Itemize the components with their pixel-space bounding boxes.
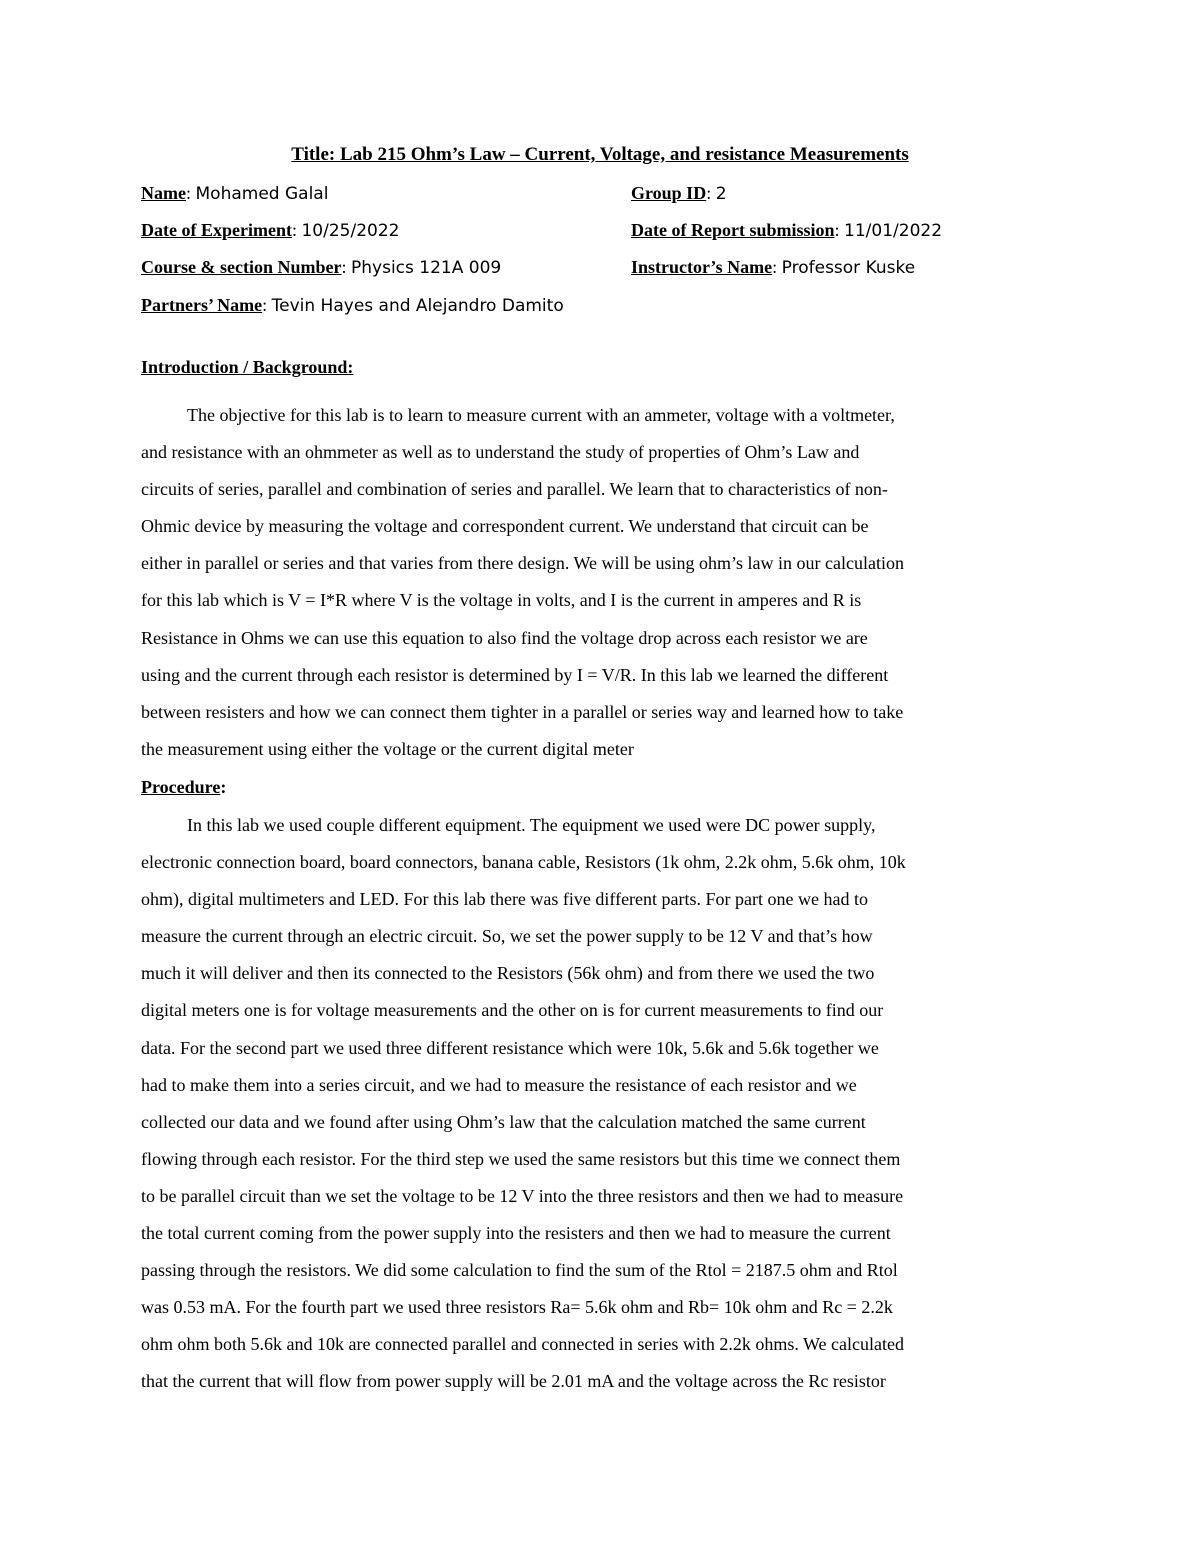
- info-row-dates: [141, 217, 1061, 243]
- date-submission-value: 11/01/2022: [844, 221, 943, 241]
- partners-field: Partners’ Name: Tevin Hayes and Alejandro Damito: [141, 295, 564, 316]
- paragraph-line: passing through the resistors. We did some calculation to find the sum of the Rtol = 2187.5 ohm and Rtol: [141, 1260, 898, 1281]
- paragraph-line: that the current that will flow from power supply will be 2.01 mA and the voltage across the Rc resistor: [141, 1371, 886, 1392]
- paragraph-line: between resisters and how we can connect them tighter in a parallel or series way and learned how to take: [141, 701, 904, 722]
- date-submission-label: Date of Report submission: [631, 220, 835, 240]
- course-value: Physics 121A 009: [351, 258, 502, 278]
- procedure-heading: Procedure: [141, 777, 221, 797]
- paragraph-line: Ohmic device by measuring the voltage and correspondent current. We understand that circuit can be: [141, 516, 869, 537]
- paragraph-line: either in parallel or series and that varies from there design. We will be using ohm’s law in our calculation: [141, 553, 904, 574]
- date-experiment-label: Date of Experiment: [141, 220, 292, 240]
- group-value: 2: [715, 184, 727, 204]
- paragraph-line: collected our data and we found after using Ohm’s law that the calculation matched the same current: [141, 1111, 866, 1132]
- course-label: Course & section Number: [141, 257, 342, 277]
- paragraph-line: ohm ohm both 5.6k and 10k are connected parallel and connected in series with 2.2k ohms. We calculated: [141, 1334, 904, 1355]
- paragraph-line: circuits of series, parallel and combination of series and parallel. We learn that to characteristics of non-: [141, 479, 888, 500]
- paragraph-line: the measurement using either the voltage or the current digital meter: [141, 738, 634, 759]
- paragraph-line: for this lab which is V = I*R where V is the voltage in volts, and I is the current in amperes and R is: [141, 590, 862, 611]
- partners-label: Partners’ Name: [141, 295, 263, 315]
- procedure-paragraph: [141, 807, 1061, 1401]
- paragraph-line: to be parallel circuit than we set the voltage to be 12 V into the three resistors and then we had to measure: [141, 1185, 904, 1206]
- paragraph-line: Resistance in Ohms we can use this equation to also find the voltage drop across each resistor we are: [141, 627, 868, 648]
- date-experiment-value: 10/25/2022: [301, 221, 400, 241]
- instructor-label: Instructor’s Name: [631, 257, 773, 277]
- paragraph-line: measure the current through an electric circuit. So, we set the power supply to be 12 V and that’s how: [141, 926, 873, 947]
- paragraph-line: had to make them into a series circuit, and we had to measure the resistance of each resistor and we: [141, 1074, 857, 1095]
- introduction-paragraph: [141, 397, 1061, 768]
- course-field: Course & section Number: Physics 121A 009: [141, 257, 502, 278]
- paragraph-line: flowing through each resistor. For the third step we used the same resistors but this time we connect them: [141, 1148, 901, 1169]
- date-experiment-field: Date of Experiment: 10/25/2022: [141, 220, 400, 241]
- info-row-name: [141, 180, 1061, 206]
- paragraph-line: ohm), digital multimeters and LED. For this lab there was five different parts. For part one we had to: [141, 889, 868, 910]
- group-label: Group ID: [631, 183, 707, 203]
- paragraph-line: the total current coming from the power supply into the resisters and then we had to measure the current: [141, 1223, 891, 1244]
- paragraph-line: much it will deliver and then its connected to the Resistors (56k ohm) and from there we used the two: [141, 963, 875, 984]
- paragraph-line: data. For the second part we used three different resistance which were 10k, 5.6k and 5.6k together we: [141, 1037, 879, 1058]
- procedure-heading-colon: :: [220, 777, 227, 797]
- instructor-value: Professor Kuske: [781, 258, 916, 278]
- date-submission-field: Date of Report submission: 11/01/2022: [631, 220, 943, 241]
- group-field: Group ID: 2: [631, 183, 727, 204]
- report-title: Title: Lab 215 Ohm’s Law – Current, Voltage, and resistance Measurements: [291, 144, 909, 165]
- paragraph-line: The objective for this lab is to learn to measure current with an ammeter, voltage with a voltmeter,: [187, 405, 895, 425]
- paragraph-line: digital meters one is for voltage measurements and the other on is for current measurements to find our: [141, 1000, 884, 1021]
- paragraph-line: using and the current through each resistor is determined by I = V/R. In this lab we learned the different: [141, 664, 889, 685]
- procedure-heading-wrap: [141, 774, 226, 800]
- info-row-course: [141, 254, 1061, 280]
- name-value: Mohamed Galal: [195, 184, 329, 204]
- paragraph-line: and resistance with an ohmmeter as well as to understand the study of properties of Ohm’s Law and: [141, 442, 860, 463]
- info-row-partners: [141, 292, 1061, 318]
- partners-value: Tevin Hayes and Alejandro Damito: [271, 296, 564, 316]
- name-label: Name: [141, 183, 186, 203]
- instructor-field: Instructor’s Name: Professor Kuske: [631, 257, 916, 278]
- paragraph-line: was 0.53 mA. For the fourth part we used three resistors Ra= 5.6k ohm and Rb= 10k ohm and Rc = 2.2k: [141, 1297, 893, 1318]
- introduction-heading: Introduction / Background:: [141, 357, 354, 377]
- paragraph-line: electronic connection board, board connectors, banana cable, Resistors (1k ohm, 2.2k ohm, 5.6k ohm, 10k: [141, 852, 906, 873]
- paragraph-line: In this lab we used couple different equipment. The equipment we used were DC power supply,: [187, 815, 876, 835]
- name-field: Name: Mohamed Galal: [141, 183, 329, 204]
